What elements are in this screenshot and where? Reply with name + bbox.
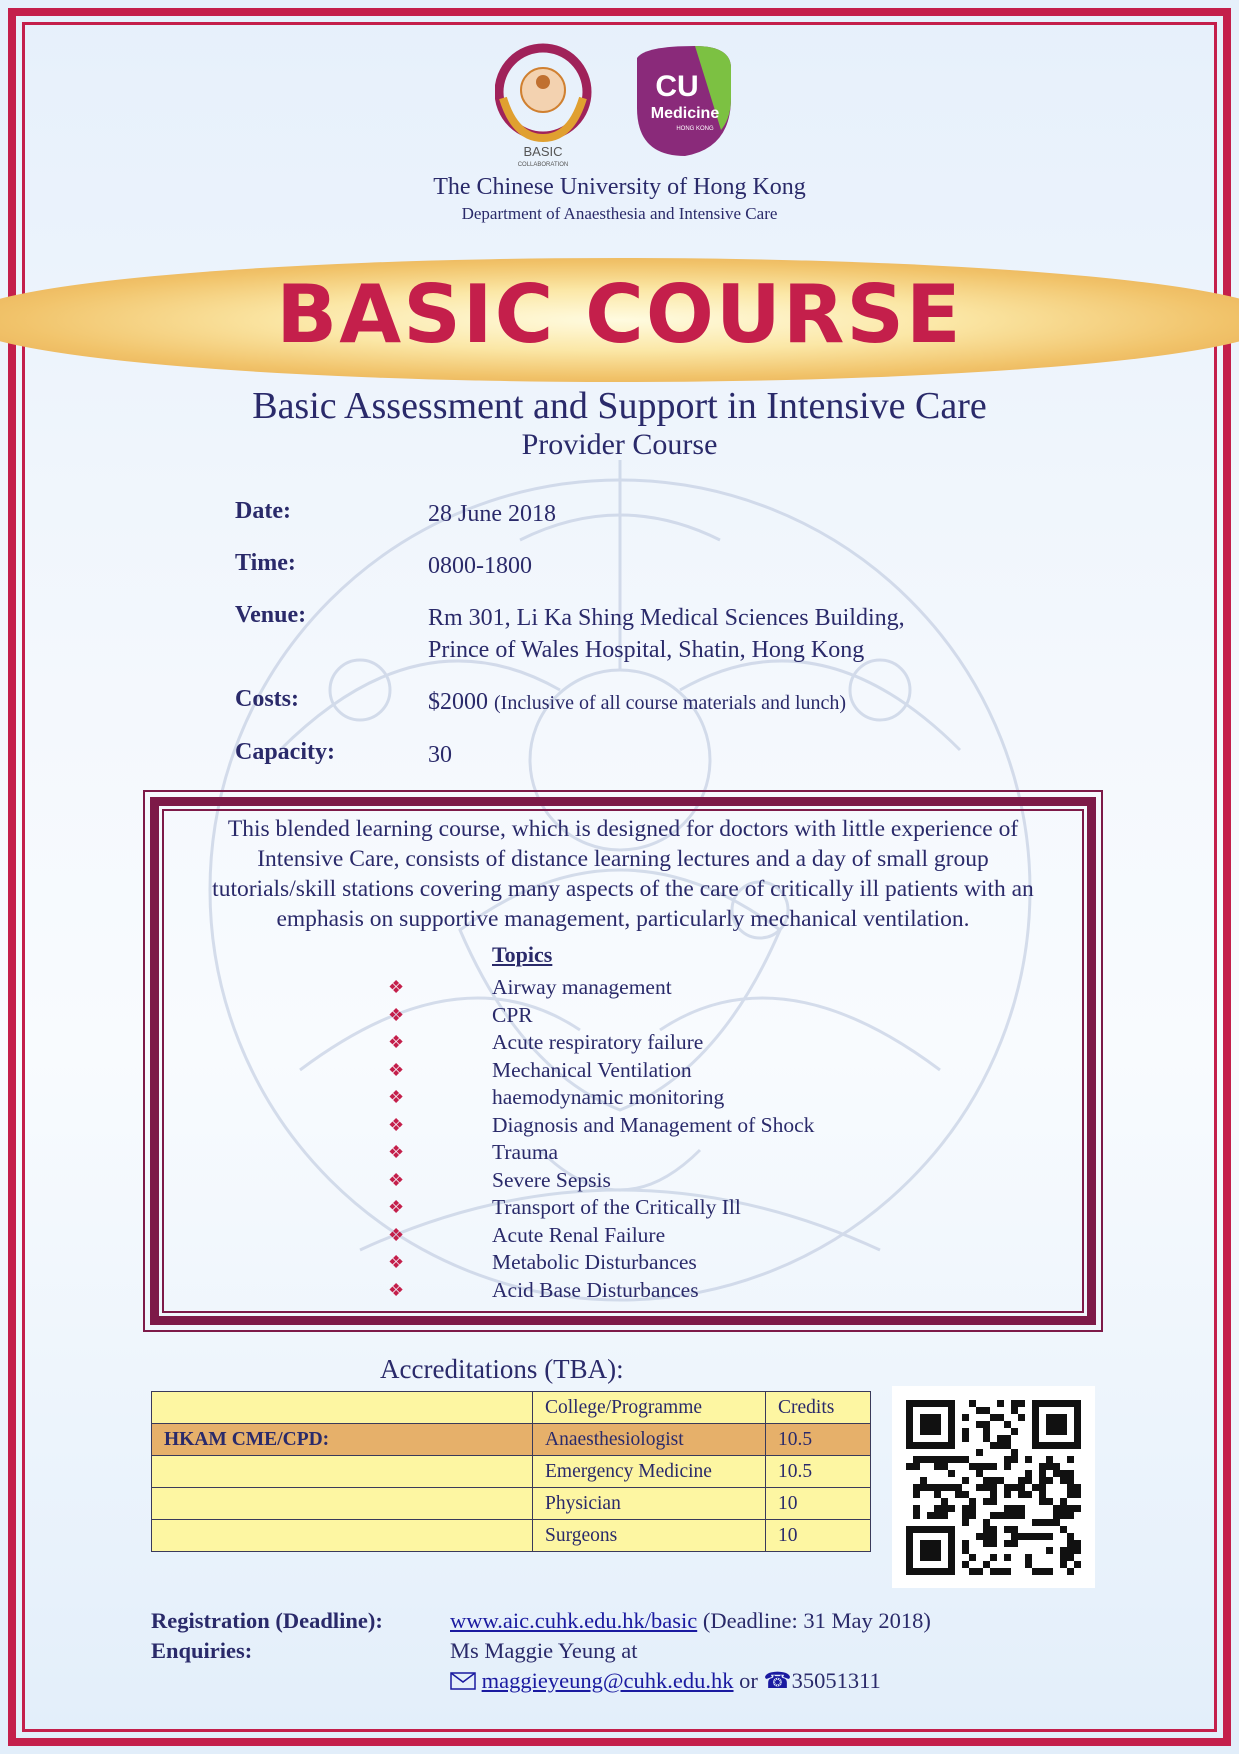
- list-item: [388, 1084, 988, 1112]
- costs-note: (Inclusive of all course materials and lunch): [494, 692, 847, 714]
- diamond-bullet-icon: ❖: [388, 1087, 405, 1107]
- table-header-cell: College/Programme: [533, 1392, 766, 1424]
- list-item: [388, 974, 988, 1002]
- table-row: [152, 1424, 871, 1456]
- accreditations-table: [151, 1391, 871, 1552]
- venue-value: [428, 602, 1055, 666]
- description-line-2: Intensive Care, consists of distance learning lectures and a day of small group: [257, 846, 989, 872]
- costs-row: [235, 686, 1055, 719]
- diamond-bullet-icon: ❖: [388, 977, 405, 997]
- venue-label: Venue:: [235, 602, 307, 628]
- table-cell: Physician: [533, 1488, 766, 1520]
- table-cell: [152, 1488, 533, 1520]
- costs-value: [428, 686, 1055, 719]
- registration-link[interactable]: www.aic.cuhk.edu.hk/basic: [450, 1608, 698, 1633]
- capacity-value: 30: [428, 742, 452, 768]
- topic-label: Airway management: [492, 975, 672, 999]
- contact-row: [151, 1666, 1071, 1696]
- table-cell: Surgeons: [533, 1520, 766, 1552]
- topic-label: Severe Sepsis: [492, 1167, 611, 1192]
- date-row: [235, 498, 1055, 530]
- topic-label: Diagnosis and Management of Shock: [492, 1112, 815, 1137]
- capacity-row: [235, 739, 1055, 771]
- svg-text:HONG KONG: HONG KONG: [676, 126, 714, 132]
- list-item: [388, 1029, 988, 1057]
- svg-text:COLLABORATION: COLLABORATION: [517, 162, 569, 168]
- table-row: [152, 1520, 871, 1552]
- list-item: [388, 1139, 988, 1167]
- topic-label: Mechanical Ventilation: [492, 1057, 692, 1082]
- diamond-bullet-icon: ❖: [388, 1252, 405, 1272]
- qr-code[interactable]: [892, 1386, 1095, 1588]
- list-item: [388, 1057, 988, 1085]
- diamond-bullet-icon: ❖: [388, 1142, 405, 1162]
- topic-label: Acute Renal Failure: [492, 1222, 666, 1247]
- table-header-row: [152, 1392, 871, 1424]
- list-item: [388, 1249, 988, 1277]
- contact-spacer: [151, 1666, 450, 1696]
- list-item: [388, 1194, 988, 1222]
- course-subtitle: Basic Assessment and Support in Intensive Care: [252, 385, 987, 427]
- topics-heading: Topics: [492, 942, 553, 967]
- svg-text:BASIC: BASIC: [523, 144, 563, 159]
- list-item: [388, 1002, 988, 1030]
- capacity-label: Capacity:: [235, 739, 335, 765]
- table-cell: [152, 1456, 533, 1488]
- basic-logo: [499, 48, 587, 168]
- description-line-3: tutorials/skill stations covering many aspects of the care of critically ill patients with an: [212, 876, 1034, 902]
- table-cell: [152, 1520, 533, 1552]
- enquiries-contact: Ms Maggie Yeung at: [450, 1638, 638, 1663]
- topics-list: [388, 974, 988, 1304]
- university-name: The Chinese University of Hong Kong: [433, 174, 806, 200]
- diamond-bullet-icon: ❖: [388, 1114, 405, 1135]
- diamond-bullet-icon: ❖: [388, 1032, 405, 1052]
- qr-code-graphic: [892, 1386, 1095, 1588]
- topic-label: Transport of the Critically Ill: [492, 1195, 741, 1219]
- date-value: 28 June 2018: [428, 501, 556, 527]
- registration-value: [450, 1606, 931, 1636]
- topic-label: Trauma: [492, 1140, 559, 1164]
- email-link[interactable]: maggieyeung@cuhk.edu.hk: [481, 1668, 734, 1693]
- cu-medicine-logo: [637, 46, 731, 156]
- costs-amount: $2000: [428, 689, 488, 715]
- topic-label: Metabolic Disturbances: [492, 1250, 697, 1274]
- table-cell: Emergency Medicine: [533, 1456, 766, 1488]
- enquiries-label: Enquiries:: [151, 1638, 253, 1663]
- course-type: Provider Course: [521, 428, 718, 461]
- diamond-bullet-icon: ❖: [388, 1059, 405, 1080]
- venue-row: [235, 602, 1055, 666]
- department-name: Department of Anaesthesia and Intensive Care: [461, 204, 778, 223]
- course-description: [175, 814, 1071, 934]
- list-item: [388, 1277, 988, 1305]
- course-info: [235, 498, 1055, 791]
- phone-icon: ☎: [763, 1668, 792, 1693]
- registration-row: [151, 1606, 1071, 1636]
- description-line-4: emphasis on supportive management, particularly mechanical ventilation.: [276, 906, 970, 932]
- enquiries-row: [151, 1636, 1071, 1666]
- table-header-cell: Credits: [766, 1392, 871, 1424]
- table-cell: 10: [766, 1488, 871, 1520]
- envelope-icon: [450, 1672, 476, 1690]
- svg-text:CU: CU: [655, 70, 699, 103]
- diamond-bullet-icon: ❖: [388, 1169, 405, 1190]
- svg-text:Medicine: Medicine: [650, 105, 720, 122]
- table-row: [152, 1488, 871, 1520]
- list-item: [388, 1112, 988, 1140]
- course-title: BASIC COURSE: [276, 268, 963, 361]
- contact-value: [450, 1666, 881, 1696]
- description-line-1: This blended learning course, which is designed for doctors with little experience of: [227, 816, 1019, 842]
- time-label: Time:: [235, 550, 296, 576]
- list-item: [388, 1222, 988, 1250]
- topic-label: CPR: [492, 1002, 533, 1027]
- diamond-bullet-icon: ❖: [388, 1004, 405, 1025]
- diamond-bullet-icon: ❖: [388, 1279, 405, 1300]
- topic-label: Acute respiratory failure: [492, 1030, 704, 1054]
- table-header-cell: [152, 1392, 533, 1424]
- table-cell: 10.5: [766, 1424, 871, 1456]
- table-cell: HKAM CME/CPD:: [152, 1424, 533, 1456]
- accreditations-title: Accreditations (TBA):: [380, 1354, 624, 1384]
- phone-number: 35051311: [791, 1668, 881, 1693]
- venue-line-1: Rm 301, Li Ka Shing Medical Sciences Building,: [428, 605, 905, 631]
- table-cell: Anaesthesiologist: [533, 1424, 766, 1456]
- diamond-bullet-icon: ❖: [388, 1224, 405, 1245]
- date-label: Date:: [235, 498, 291, 524]
- venue-line-2: Prince of Wales Hospital, Shatin, Hong Kong: [428, 637, 865, 663]
- or-text: or: [739, 1668, 758, 1693]
- time-value: 0800-1800: [428, 553, 532, 579]
- list-item: [388, 1167, 988, 1195]
- costs-label: Costs:: [235, 686, 299, 712]
- table-cell: 10.5: [766, 1456, 871, 1488]
- table-cell: 10: [766, 1520, 871, 1552]
- logos: [495, 38, 745, 168]
- time-row: [235, 550, 1055, 582]
- topic-label: Acid Base Disturbances: [492, 1277, 699, 1302]
- table-row: [152, 1456, 871, 1488]
- topic-label: haemodynamic monitoring: [492, 1085, 725, 1109]
- registration-label: Registration (Deadline):: [151, 1608, 383, 1633]
- registration-deadline: (Deadline: 31 May 2018): [702, 1608, 931, 1633]
- registration-block: [151, 1606, 1071, 1696]
- diamond-bullet-icon: ❖: [388, 1197, 405, 1217]
